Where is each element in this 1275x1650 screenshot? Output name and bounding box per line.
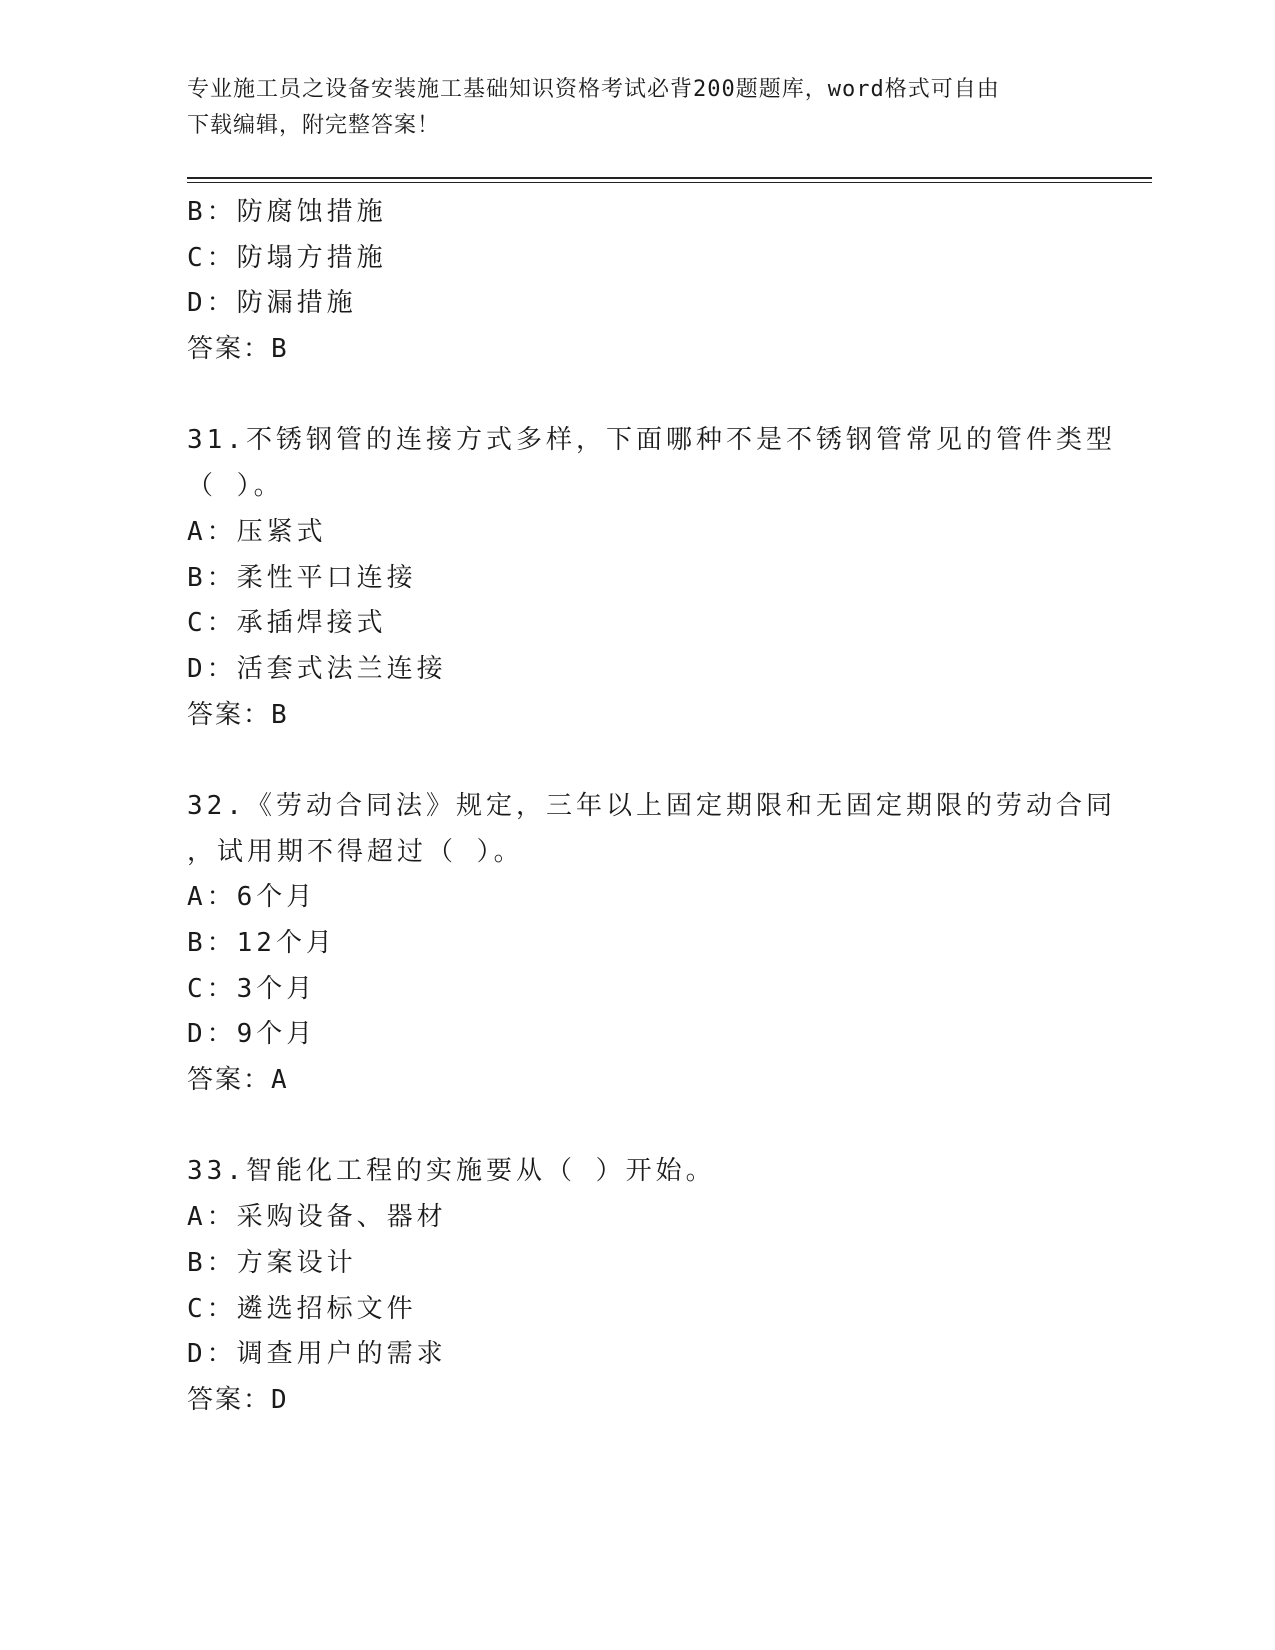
option-c: C：承插焊接式 — [187, 608, 387, 639]
header-line-2: 下载编辑，附完整答案！ — [187, 113, 441, 138]
answer-line: 答案：B — [187, 334, 289, 365]
option-d: D：防漏措施 — [187, 288, 357, 319]
answer-line: 答案：A — [187, 1065, 289, 1096]
option-b: B：防腐蚀措施 — [187, 197, 387, 227]
previous-question-block — [187, 190, 1087, 373]
option-d: D：调查用户的需求 — [187, 1339, 447, 1370]
answer-line: 答案：D — [187, 1384, 289, 1415]
option-b: B：方案设计 — [187, 1247, 357, 1278]
question-list — [187, 190, 1116, 1424]
option-d: D：9个月 — [187, 1019, 317, 1050]
question-32 — [187, 784, 1116, 1104]
option-c: C：遴选招标文件 — [187, 1293, 417, 1324]
header-divider-thin — [187, 182, 1152, 183]
question-stem-continued: ，试用期不得超过（ ）。 — [187, 836, 524, 867]
document-header — [187, 72, 1067, 144]
answer-line: 答案：B — [187, 699, 289, 730]
spacer — [187, 373, 1087, 419]
option-c: C：防塌方措施 — [187, 242, 387, 273]
spacer — [187, 1104, 1087, 1150]
header-line-1: 专业施工员之设备安装施工基础知识资格考试必背200题题库，word格式可自由 — [187, 77, 1000, 102]
option-b: B：柔性平口连接 — [187, 562, 417, 593]
question-stem-continued: （ ）。 — [187, 471, 284, 502]
question-31 — [187, 418, 1116, 738]
question-stem: 33.智能化工程的实施要从（ ）开始。 — [187, 1156, 716, 1187]
question-33 — [187, 1149, 1087, 1423]
option-c: C：3个月 — [187, 973, 317, 1004]
question-stem: 31.不锈钢管的连接方式多样，下面哪种不是不锈钢管常见的管件类型 — [187, 425, 1116, 456]
header-divider-thick — [187, 177, 1152, 179]
option-d: D：活套式法兰连接 — [187, 653, 447, 684]
option-a: A：压紧式 — [187, 516, 327, 547]
option-a: A：采购设备、器材 — [187, 1202, 447, 1233]
option-b: B：12个月 — [187, 928, 336, 958]
option-a: A：6个月 — [187, 882, 317, 913]
question-stem: 32.《劳动合同法》规定，三年以上固定期限和无固定期限的劳动合同 — [187, 790, 1116, 821]
spacer — [187, 738, 1087, 784]
